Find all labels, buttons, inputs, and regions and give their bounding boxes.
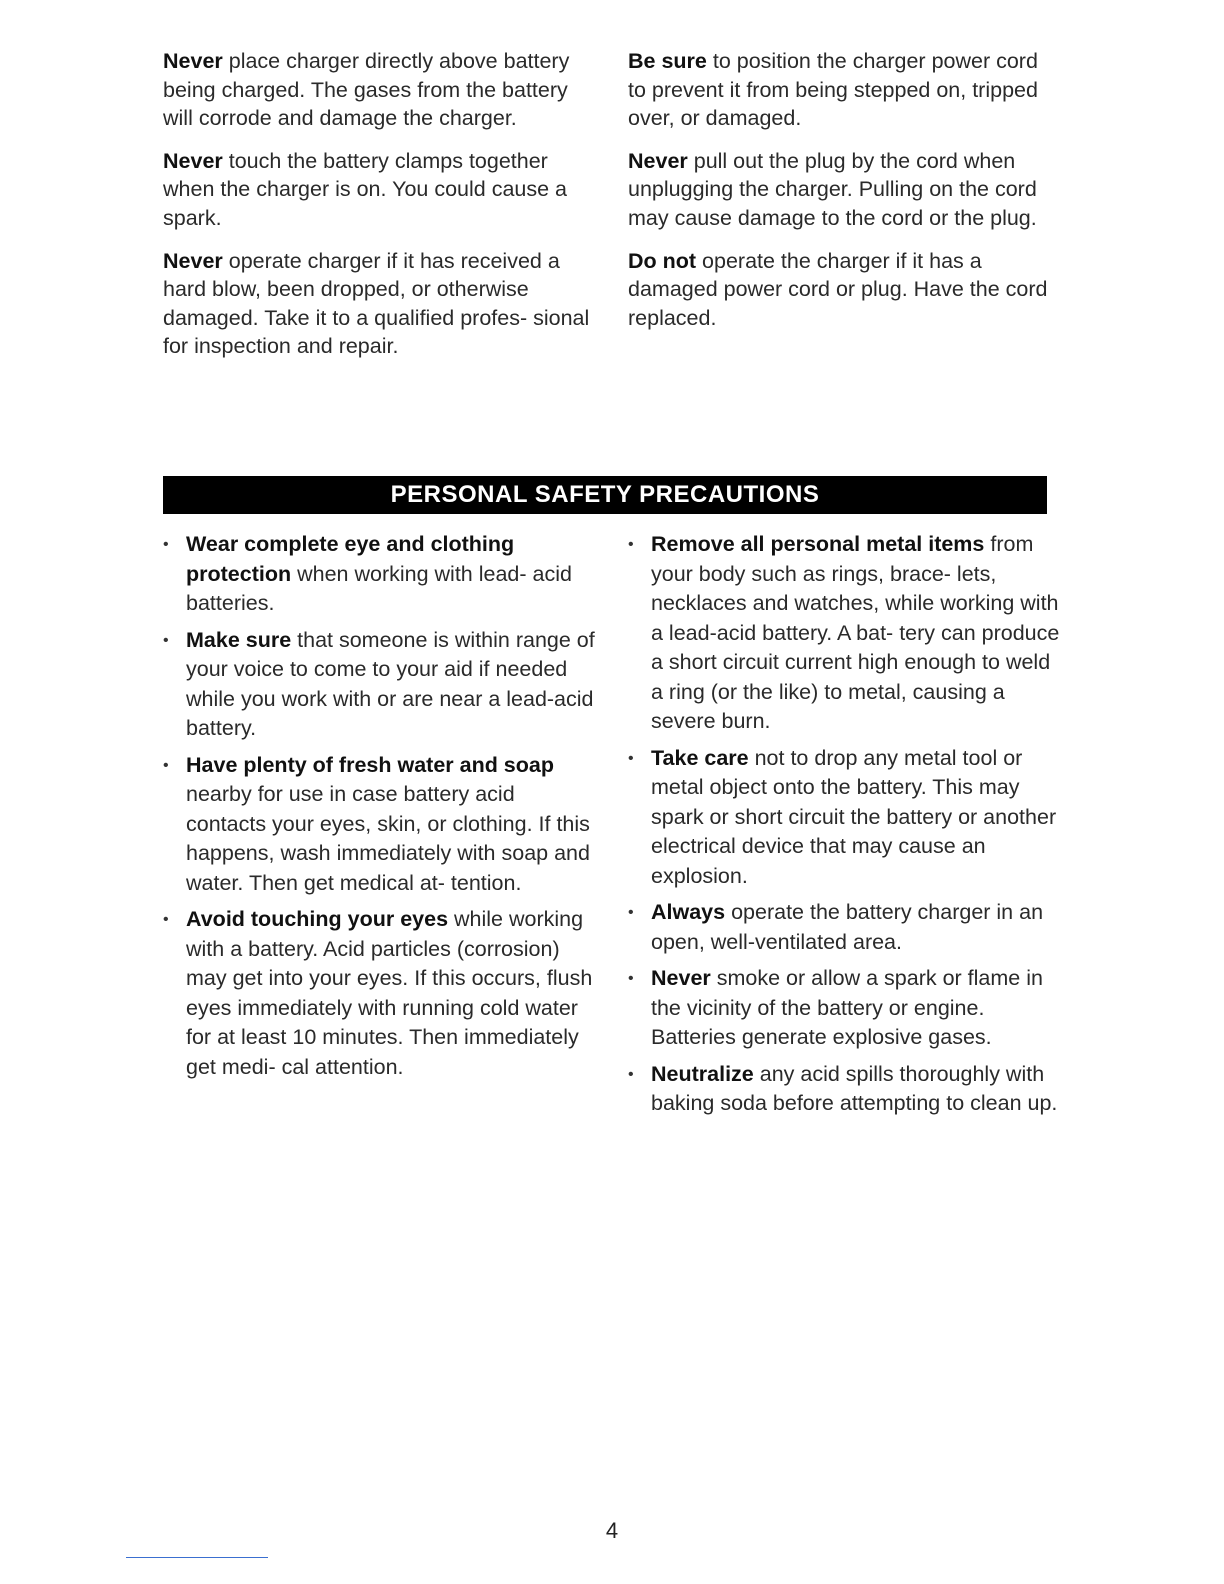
list-item bbox=[163, 751, 595, 899]
bullet-icon: • bbox=[628, 536, 634, 553]
list-item bbox=[628, 898, 1060, 957]
warning-paragraph bbox=[163, 47, 595, 133]
warning-text: touch the battery clamps together when the charger is on. You could cause a spark. bbox=[163, 148, 568, 230]
item-text: when working with lead- acid batteries. bbox=[186, 561, 572, 615]
list-item bbox=[628, 964, 1060, 1053]
item-lead: Wear complete eye and clothing protection bbox=[186, 532, 515, 586]
item-text: that someone is within range of your voice to come to your aid if needed while you work with or are near a lead-acid battery. bbox=[186, 627, 595, 740]
bullet-icon: • bbox=[628, 749, 634, 767]
top-right-warnings bbox=[628, 47, 1058, 346]
list-item bbox=[628, 744, 1060, 892]
warning-paragraph bbox=[628, 147, 1058, 233]
bullet-icon: • bbox=[628, 904, 634, 921]
item-lead: Make sure bbox=[186, 627, 292, 652]
warning-lead: Never bbox=[628, 148, 688, 173]
warning-text: place charger directly above battery being charged. The gases from the battery will corrode and damage the charger. bbox=[163, 49, 570, 131]
warning-text: to position the charger power cord to prevent it from being stepped on, tripped over, or damaged. bbox=[628, 49, 1038, 131]
warning-text: pull out the plug by the cord when unplugging the charger. Pulling on the cord may cause damage to the cord or the plug. bbox=[628, 148, 1037, 230]
footer-rule bbox=[126, 1557, 268, 1558]
list-item bbox=[628, 1060, 1060, 1119]
item-lead: Never bbox=[651, 966, 711, 990]
bullet-icon: • bbox=[163, 536, 169, 553]
warning-paragraph bbox=[163, 247, 595, 361]
bullet-icon: • bbox=[163, 756, 169, 774]
bullet-icon: • bbox=[163, 631, 169, 649]
warning-lead: Do not bbox=[628, 248, 697, 273]
item-lead: Always bbox=[651, 900, 726, 924]
section-title-banner: PERSONAL SAFETY PRECAUTIONS bbox=[163, 476, 1047, 514]
item-lead: Remove all personal metal items bbox=[651, 532, 985, 556]
list-item bbox=[163, 530, 595, 619]
item-text: while working with a battery. Acid particles (corrosion) may get into your eyes. If this occurs, flush eyes immediately with running cold water for at least 10 minutes. Then immediately get medi- cal attention. bbox=[186, 907, 593, 1079]
warning-lead: Never bbox=[163, 49, 223, 73]
item-lead: Have plenty of fresh water and soap bbox=[186, 752, 554, 777]
warning-text: operate the charger if it has a damaged power cord or plug. Have the cord replaced. bbox=[628, 248, 1048, 330]
warning-paragraph bbox=[163, 147, 595, 233]
bullet-icon: • bbox=[628, 970, 634, 987]
list-item bbox=[628, 530, 1060, 737]
item-text: operate the battery charger in an open, well-ventilated area. bbox=[651, 900, 1044, 954]
warning-lead: Be sure bbox=[628, 49, 707, 73]
warning-paragraph bbox=[628, 247, 1058, 333]
warning-lead: Never bbox=[163, 248, 223, 273]
item-lead: Take care bbox=[651, 745, 749, 770]
list-item bbox=[163, 905, 595, 1082]
item-text: nearby for use in case battery acid contacts your eyes, skin, or clothing. If this happens, wash immediately with soap and water. Then get medical at- tention. bbox=[186, 782, 590, 895]
warning-lead: Never bbox=[163, 148, 223, 173]
top-left-warnings bbox=[163, 47, 595, 375]
bullet-icon: • bbox=[163, 911, 169, 928]
item-lead: Avoid touching your eyes bbox=[186, 907, 449, 931]
precautions-list-left bbox=[163, 530, 595, 1089]
bullet-icon: • bbox=[628, 1065, 634, 1083]
precautions-list-right bbox=[628, 530, 1060, 1126]
warning-text: operate charger if it has received a hard blow, been dropped, or otherwise damaged. Take it to a qualified profes- sional for inspection and repair. bbox=[163, 248, 590, 359]
item-text: any acid spills thoroughly with baking soda before attempting to clean up. bbox=[651, 1061, 1058, 1115]
item-text: not to drop any metal tool or metal object onto the battery. This may spark or short circuit the battery or another electrical device that may cause an explosion. bbox=[651, 745, 1057, 888]
list-item bbox=[163, 626, 595, 744]
item-text: from your body such as rings, brace- lets, necklaces and watches, while working with a lead-acid battery. A bat- tery can produce a short circuit current high enough to weld a ring (or the like) to metal, causing a severe burn. bbox=[651, 532, 1060, 733]
warning-paragraph bbox=[628, 47, 1058, 133]
item-lead: Neutralize bbox=[651, 1061, 754, 1086]
page-number: 4 bbox=[605, 1518, 619, 1543]
item-text: smoke or allow a spark or flame in the vicinity of the battery or engine. Batteries generate explosive gases. bbox=[651, 966, 1043, 1049]
